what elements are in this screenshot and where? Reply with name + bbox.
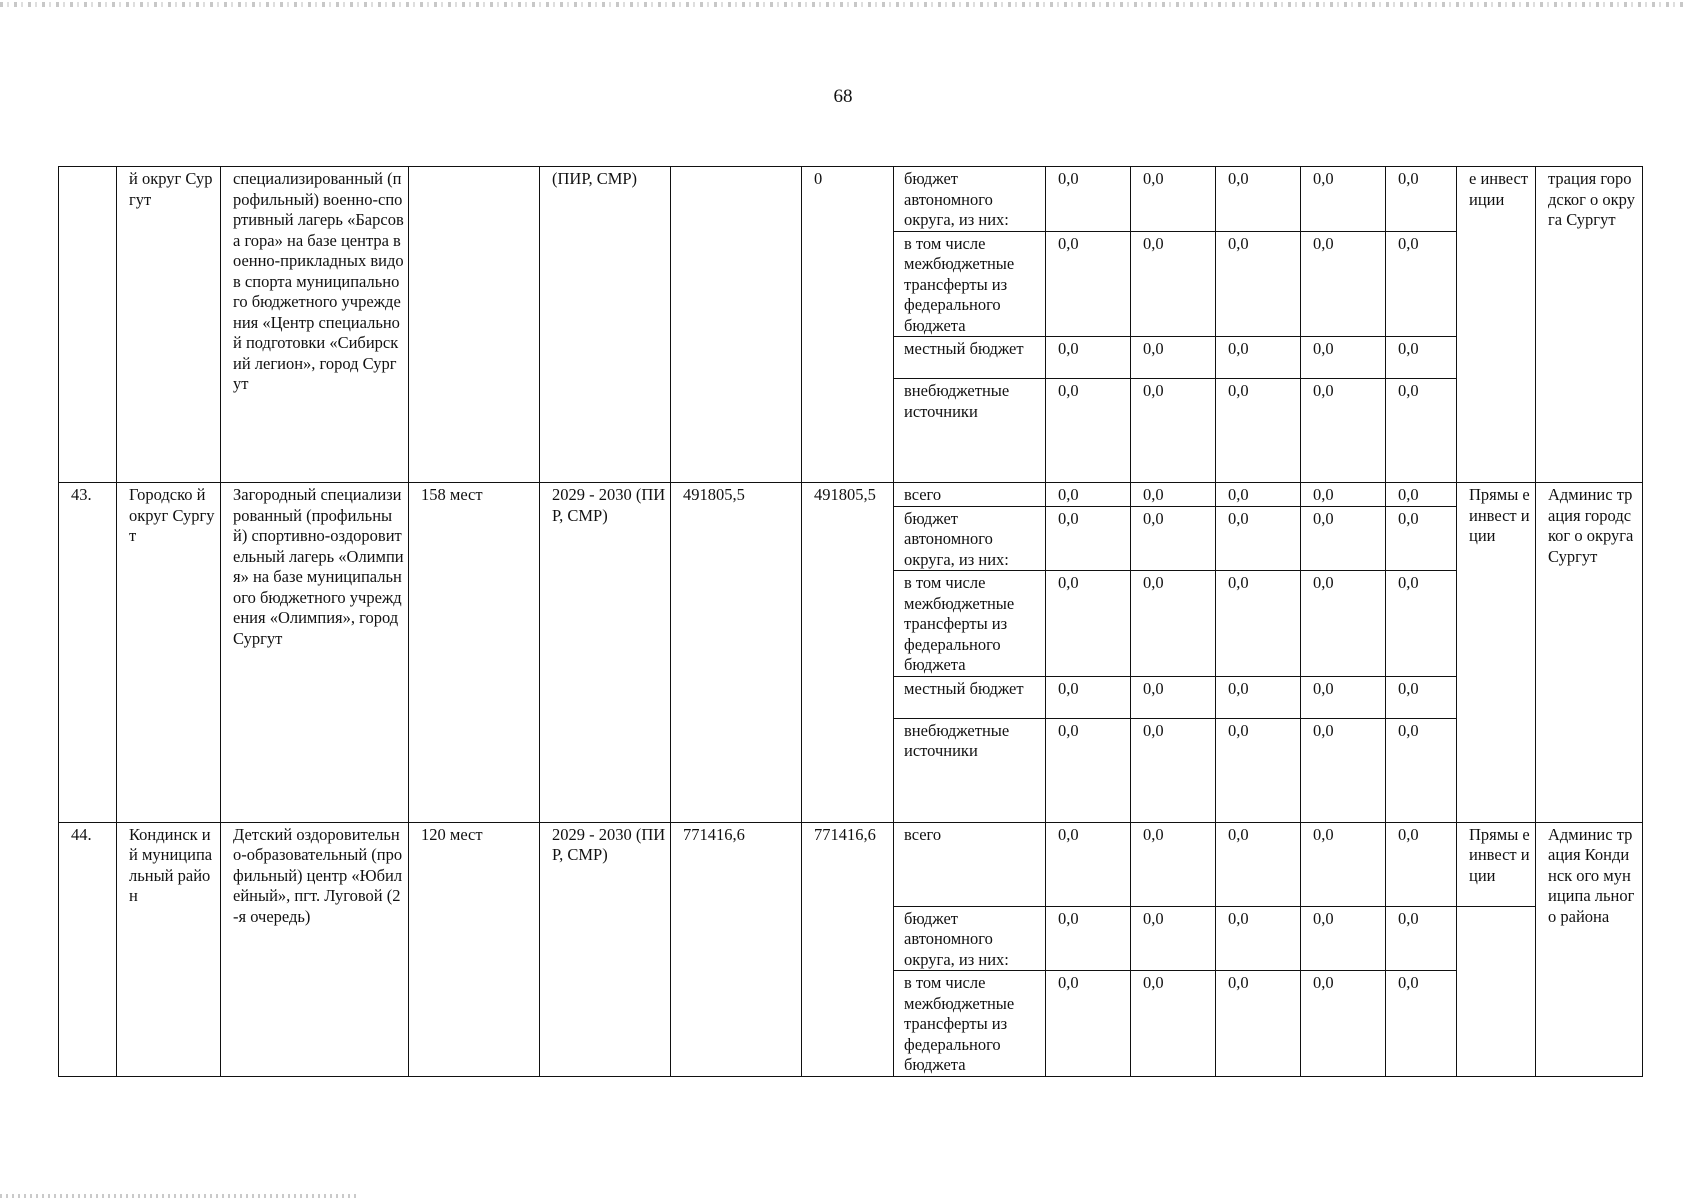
table-row: [59, 483, 1643, 507]
object-name-cell: Загородный специализированный (профильный) спортивно-оздоровительный лагерь «Олимпия» на базе муниципального бюджетного учреждения «Олимпия», город Сургут: [221, 483, 409, 823]
value-cell: 0,0: [1046, 718, 1131, 822]
value-cell: 0,0: [1216, 906, 1301, 971]
value-cell: 0,0: [1216, 571, 1301, 677]
municipality-cell: й округ Сургут: [117, 167, 221, 483]
value-cell: 0,0: [1046, 379, 1131, 483]
value-cell: 0,0: [1131, 676, 1216, 718]
municipality-cell: Городско й округ Сургут: [117, 483, 221, 823]
funding-source-label: в том числе межбюджетные трансферты из федерального бюджета: [894, 571, 1046, 677]
value-cell: 0,0: [1046, 231, 1131, 337]
value-cell: 0,0: [1386, 718, 1457, 822]
value-cell: 0,0: [1131, 822, 1216, 906]
value-cell: 0,0: [1216, 337, 1301, 379]
value-cell: 0,0: [1216, 718, 1301, 822]
funding-source-label: всего: [894, 483, 1046, 507]
value-cell: 0,0: [1301, 571, 1386, 677]
funding-source-label: местный бюджет: [894, 337, 1046, 379]
estimated-cost-cell: 771416,6: [671, 822, 802, 1076]
funding-source-label: всего: [894, 822, 1046, 906]
scan-edge-bottom: [0, 1194, 360, 1198]
row-number-cell: [59, 167, 117, 483]
value-cell: 0,0: [1131, 718, 1216, 822]
value-cell: 0,0: [1131, 506, 1216, 571]
value-cell: 0,0: [1046, 971, 1131, 1077]
value-cell: 0,0: [1301, 483, 1386, 507]
investment-type-cell: [1457, 906, 1536, 1076]
value-cell: 0,0: [1046, 571, 1131, 677]
value-cell: 0,0: [1386, 571, 1457, 677]
value-cell: 0,0: [1131, 379, 1216, 483]
table-row: [59, 167, 1643, 232]
capacity-cell: 158 мест: [409, 483, 540, 823]
value-cell: 0,0: [1301, 822, 1386, 906]
value-cell: 0,0: [1301, 231, 1386, 337]
value-cell: 0,0: [1386, 337, 1457, 379]
row-number-cell: 43.: [59, 483, 117, 823]
value-cell: 0,0: [1131, 483, 1216, 507]
value-cell: 0,0: [1301, 506, 1386, 571]
estimated-cost-cell: [671, 167, 802, 483]
funding-source-label: бюджет автономного округа, из них:: [894, 506, 1046, 571]
value-cell: 0,0: [1216, 379, 1301, 483]
value-cell: 0,0: [1301, 167, 1386, 232]
investment-type-cell: Прямы е инвест иции: [1457, 483, 1536, 823]
value-cell: 0,0: [1046, 167, 1131, 232]
value-cell: 0,0: [1386, 379, 1457, 483]
value-cell: 0,0: [1216, 483, 1301, 507]
value-cell: 0,0: [1386, 906, 1457, 971]
value-cell: 0,0: [1301, 906, 1386, 971]
value-cell: 0,0: [1131, 971, 1216, 1077]
value-cell: 0,0: [1046, 676, 1131, 718]
municipality-cell: Кондинск ий муниципа льный район: [117, 822, 221, 1076]
table-row: [59, 822, 1643, 906]
value-cell: 0,0: [1046, 906, 1131, 971]
responsible-cell: Админис трация Кондинск ого муниципа льного района: [1536, 822, 1643, 1076]
funding-source-label: внебюджетные источники: [894, 379, 1046, 483]
value-cell: 0,0: [1386, 483, 1457, 507]
value-cell: 0,0: [1216, 676, 1301, 718]
funding-source-label: в том числе межбюджетные трансферты из федерального бюджета: [894, 231, 1046, 337]
page-number: 68: [833, 86, 853, 107]
value-cell: 0,0: [1216, 167, 1301, 232]
period-cell: 2029 - 2030 (ПИР, СМР): [540, 483, 671, 823]
value-cell: 0,0: [1131, 571, 1216, 677]
value-cell: 0,0: [1216, 231, 1301, 337]
value-cell: 0,0: [1386, 231, 1457, 337]
funding-source-label: местный бюджет: [894, 676, 1046, 718]
period-cell: (ПИР, СМР): [540, 167, 671, 483]
funding-source-label: бюджет автономного округа, из них:: [894, 906, 1046, 971]
value-cell: 0,0: [1046, 483, 1131, 507]
row-number-cell: 44.: [59, 822, 117, 1076]
investment-type-cell: е инвест иции: [1457, 167, 1536, 483]
capacity-cell: 120 мест: [409, 822, 540, 1076]
value-cell: 0,0: [1386, 971, 1457, 1077]
object-name-cell: специализированный (профильный) военно-спортивный лагерь «Барсова гора» на базе центра военно-прикладных видов спорта муниципального бюджетного учреждения «Центр специальной подготовки «Сибирский легион», город Сургут: [221, 167, 409, 483]
value-cell: 0,0: [1386, 822, 1457, 906]
value-cell: 0,0: [1301, 718, 1386, 822]
estimated-cost-cell: 491805,5: [671, 483, 802, 823]
investment-type-cell: Прямы е инвест иции: [1457, 822, 1536, 906]
funding-source-label: внебюджетные источники: [894, 718, 1046, 822]
value-cell: 0,0: [1386, 167, 1457, 232]
value-cell: 0,0: [1046, 337, 1131, 379]
value-cell: 0,0: [1301, 379, 1386, 483]
value-cell: 0,0: [1216, 822, 1301, 906]
responsible-cell: трация городског о округа Сургут: [1536, 167, 1643, 483]
value-cell: 0,0: [1046, 506, 1131, 571]
value-cell: 0,0: [1301, 676, 1386, 718]
value-cell: 0,0: [1216, 971, 1301, 1077]
value-cell: 0,0: [1216, 506, 1301, 571]
period-cell: 2029 - 2030 (ПИР, СМР): [540, 822, 671, 1076]
value-cell: 0,0: [1386, 676, 1457, 718]
value-cell: 0,0: [1131, 167, 1216, 232]
funding-source-label: бюджет автономного округа, из них:: [894, 167, 1046, 232]
value-cell: 0,0: [1301, 337, 1386, 379]
value-cell: 0,0: [1131, 337, 1216, 379]
investment-table: [58, 166, 1643, 1077]
responsible-cell: Админис трация городског о округа Сургут: [1536, 483, 1643, 823]
value-cell: 0,0: [1131, 906, 1216, 971]
scan-edge-top: [0, 2, 1686, 7]
value-cell: 0,0: [1131, 231, 1216, 337]
value-cell: 0,0: [1046, 822, 1131, 906]
value-cell: 0,0: [1386, 506, 1457, 571]
remaining-cost-cell: 491805,5: [802, 483, 894, 823]
capacity-cell: [409, 167, 540, 483]
remaining-cost-cell: 771416,6: [802, 822, 894, 1076]
funding-source-label: в том числе межбюджетные трансферты из федерального бюджета: [894, 971, 1046, 1077]
object-name-cell: Детский оздоровительно-образовательный (профильный) центр «Юбилейный», пгт. Луговой (2-я очередь): [221, 822, 409, 1076]
remaining-cost-cell: 0: [802, 167, 894, 483]
value-cell: 0,0: [1301, 971, 1386, 1077]
